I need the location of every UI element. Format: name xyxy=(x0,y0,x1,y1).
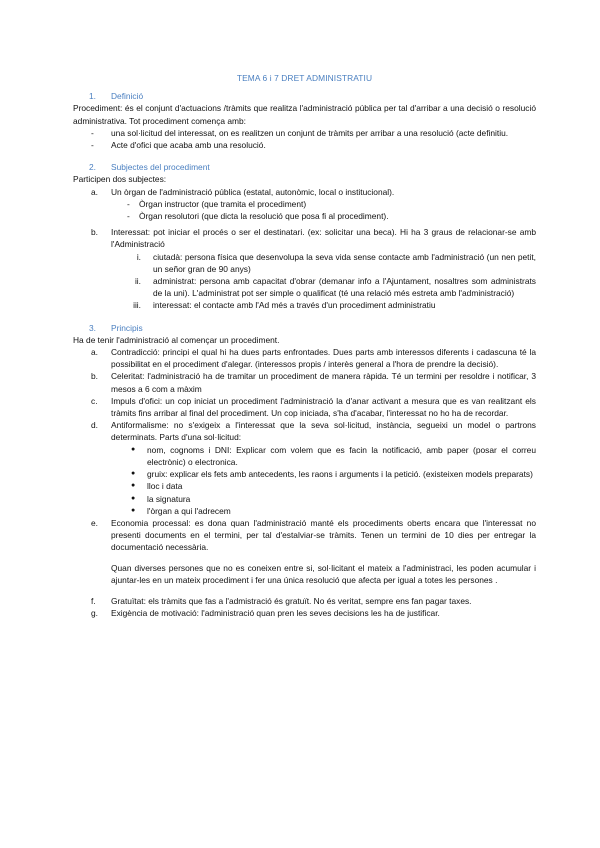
list-text: Òrgan instructor (que tramita el procediment) xyxy=(139,198,307,209)
list-text: gruix: explicar els fets amb antecedents, les raons i arguments i la petició. (existeixen models preparats) xyxy=(147,469,533,480)
list-item xyxy=(73,127,536,139)
bullet-icon: ● xyxy=(131,482,136,490)
paragraph: Ha de tenir l'administració al començar un procediment. xyxy=(73,334,280,345)
list-item xyxy=(73,226,536,250)
list-text: nom, cognoms i DNI: Explicar com volem que es facin la notificació, amb paper (posar el correu electrònic) o electronica. xyxy=(147,444,536,467)
list-text: Antiformalisme: no s'exigeix a l'interessat que la seva sol·licitud, instància, segueixi un model o partrons determinats. Parts d'una sol·licitud: xyxy=(111,420,536,443)
list-text: Acte d'ofici que acaba amb una resolució. xyxy=(111,140,266,151)
list-marker: iii. xyxy=(133,300,141,311)
list-item xyxy=(73,370,536,394)
roman-list-item xyxy=(73,251,536,275)
list-text: una sol·licitud del interessat, on es realitzen un conjunt de tràmits per arribar a una resolució (acte definitiu. xyxy=(111,127,509,138)
list-item xyxy=(73,517,536,554)
list-marker: a. xyxy=(91,186,98,197)
list-text: lloc i data xyxy=(147,481,183,492)
list-marker: - xyxy=(127,211,130,222)
list-marker: - xyxy=(127,198,130,209)
bullet-item xyxy=(73,493,536,505)
list-continuation: Quan diverses persones que no es coneixen entre si, sol·licitant el mateix a l'administraci, les poden acumular i ajuntar-les en un mateix procediment i fer una única resolució que afecta per igual a totes les persones . xyxy=(111,562,536,586)
list-text: Economia processal: es dona quan l'administració manté els procediments oberts encara que l'interessat no presenti documents en el termini, per tal d'estalviar-se tràmits. Tenen un termini de 10 dies per entregar la documentació necessària. xyxy=(111,517,536,553)
section-title: Definició xyxy=(111,91,144,102)
list-text: Contradicció: principi el qual hi ha dues parts enfrontades. Dues parts amb interessos diferents i cadascuna té la possibilitat en el procediment d'alegar. (interessos propis / interès general a l'hora de prendre la decisió). xyxy=(111,347,536,370)
section-heading-subjectes xyxy=(73,161,536,173)
list-text: Impuls d'ofici: un cop iniciat un procediment l'administració la d'anar activant a mesura que es van realitzant els tràmits fins arribar al final del procediment. Un cop iniciada, s'ha d'acabar, l'interessat no ho ha de recordar. xyxy=(111,395,536,419)
list-item xyxy=(73,419,536,443)
list-text: Interessat: pot iniciar el procés o ser el destinatari. (ex: solicitar una beca). Hi ha 3 graus de relacionar-se amb l'Administració xyxy=(111,227,536,250)
bullet-icon: ● xyxy=(131,506,136,514)
sub-list-item xyxy=(73,198,536,210)
paragraph: Participen dos subjectes: xyxy=(73,174,167,185)
list-marker: - xyxy=(91,127,94,138)
sub-list-item xyxy=(73,210,536,222)
list-marker: - xyxy=(91,140,94,151)
list-text: administrat: persona amb capacitat d'obrar (demanar info a l'Ajuntament, nosaltres som administrats de la uni). L'administrat pot ser simple o qualificat (té una relació més estreta amb l'administració) xyxy=(153,276,536,299)
list-marker: g. xyxy=(91,607,98,618)
bullet-item xyxy=(73,468,536,480)
bullet-item xyxy=(73,480,536,492)
bullet-item xyxy=(73,505,536,517)
list-item xyxy=(73,346,536,370)
list-text: la signatura xyxy=(147,493,191,504)
list-marker: ii. xyxy=(134,276,141,287)
section-heading-principis xyxy=(73,322,536,334)
roman-list-item xyxy=(73,275,536,299)
paragraph: Procediment: és el conjunt d'actuacions /tràmits que realitza l'administració pública per tal d'arribar a una decisió o resolució administrativa. Tot procediment comença amb: xyxy=(73,103,536,126)
list-text: Celeritat: l'administració ha de tramitar un procediment de manera ràpida. Té un termini per resoldre i notificar, 3 mesos a 6 com a màxim xyxy=(111,371,536,394)
list-marker: i. xyxy=(136,251,141,262)
list-marker: a. xyxy=(91,347,98,358)
list-item xyxy=(73,395,536,419)
list-item xyxy=(73,139,536,151)
roman-list-item xyxy=(73,299,536,311)
section-number: 1. xyxy=(89,91,96,102)
list-marker: f. xyxy=(91,595,96,606)
bullet-icon: ● xyxy=(131,470,136,478)
bullet-icon: ● xyxy=(131,445,136,453)
list-text: l'òrgan a qui l'adrecem xyxy=(147,505,231,516)
list-text: Òrgan resolutori (que dicta la resolució que posa fi al procediment). xyxy=(139,211,389,222)
list-marker: e. xyxy=(91,517,98,528)
list-item xyxy=(73,607,536,619)
document-title: TEMA 6 i 7 DRET ADMINISTRATIU xyxy=(236,73,373,83)
bullet-icon: ● xyxy=(131,494,136,502)
bullet-item xyxy=(73,444,536,468)
list-item xyxy=(73,595,536,607)
section-title: Principis xyxy=(111,322,143,333)
list-item xyxy=(73,186,536,198)
section-title: Subjectes del procediment xyxy=(111,162,210,173)
list-marker: d. xyxy=(91,420,98,431)
list-text: Exigència de motivació: l'administració quan pren les seves decisions les ha de justificar. xyxy=(111,607,440,618)
list-marker: b. xyxy=(91,371,98,382)
section-heading-definicio xyxy=(73,90,536,102)
list-text: Gratuïtat: els tràmits que fas a l'admistració és gratuït. No és veritat, sempre ens fan pagar taxes. xyxy=(111,595,472,606)
list-text: interessat: el contacte amb l'Ad més a través d'un procediment administratiu xyxy=(153,300,436,311)
section-number: 3. xyxy=(89,322,96,333)
list-marker: c. xyxy=(91,395,98,406)
list-text: Un òrgan de l'administració pública (estatal, autonòmic, local o institucional). xyxy=(111,186,395,197)
section-number: 2. xyxy=(89,162,96,173)
list-marker: b. xyxy=(91,227,98,238)
list-text: ciutadà: persona física que desenvolupa la seva vida sense contacte amb l'administració (un nen petit, un señor gran de 90 anys) xyxy=(153,251,536,274)
